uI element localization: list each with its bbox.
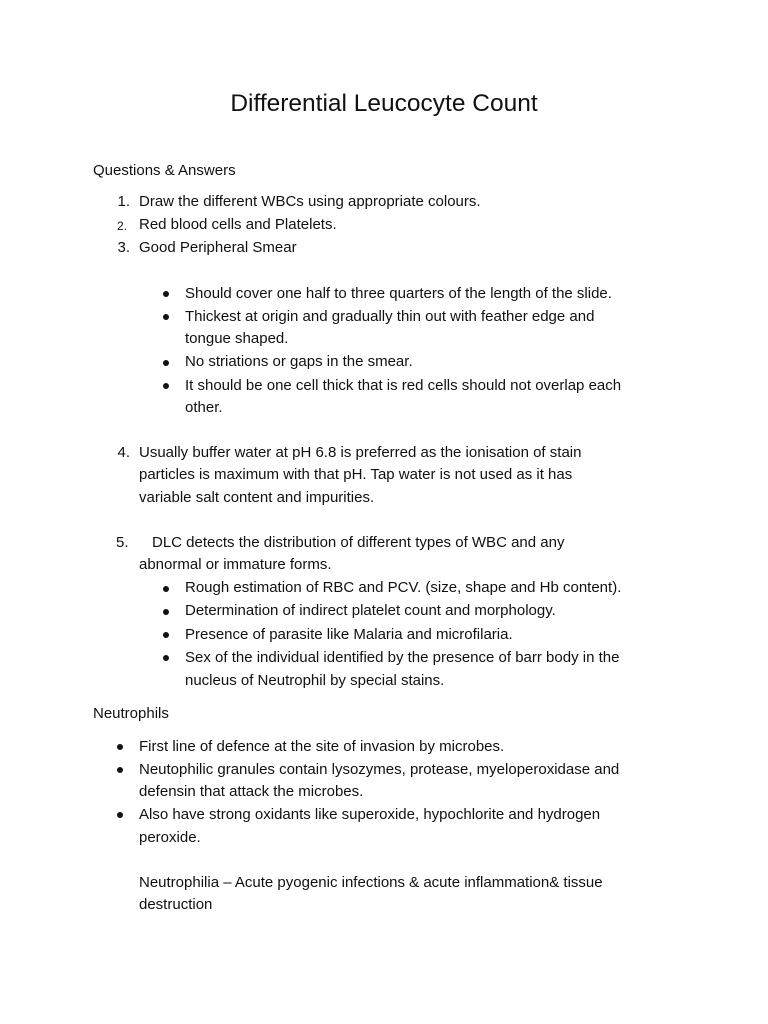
section-heading-neutrophils: Neutrophils [93, 705, 169, 722]
bullet-text: Also have strong oxidants like superoxide, hypochlorite and hydrogen [139, 806, 601, 823]
list-item-continued: variable salt content and impurities. [139, 489, 375, 506]
bullet-icon [117, 767, 123, 773]
bullet-text: Should cover one half to three quarters of the length of the slide. [185, 285, 612, 302]
bullet-icon [117, 812, 123, 818]
bullet-text: Presence of parasite like Malaria and microfilaria. [185, 626, 513, 643]
list-item: DLC detects the distribution of different types of WBC and any [152, 534, 565, 551]
bullet-icon [163, 655, 169, 661]
bullet-icon [163, 291, 169, 297]
bullet-text: Thickest at origin and gradually thin out with feather edge and [185, 308, 595, 325]
bullet-icon [163, 609, 169, 615]
list-item: Draw the different WBCs using appropriate colours. [139, 193, 481, 210]
bullet-text-continued: other. [185, 399, 223, 416]
section-heading-questions: Questions & Answers [93, 162, 236, 179]
bullet-text: It should be one cell thick that is red cells should not overlap each [185, 377, 622, 394]
bullet-text-continued: tongue shaped. [185, 330, 289, 347]
bullet-icon [117, 744, 123, 750]
list-number: 3. [117, 239, 130, 256]
list-number: 1. [117, 193, 130, 210]
neutrophilia-text-continued: destruction [139, 896, 213, 913]
bullet-icon [163, 586, 169, 592]
list-item: Red blood cells and Platelets. [139, 216, 337, 233]
list-item: Usually buffer water at pH 6.8 is preferred as the ionisation of stain [139, 444, 582, 461]
bullet-text: Sex of the individual identified by the presence of barr body in the [185, 649, 620, 666]
bullet-icon [163, 314, 169, 320]
bullet-icon [163, 632, 169, 638]
bullet-text: Neutophilic granules contain lysozymes, protease, myeloperoxidase and [139, 761, 620, 778]
list-number: 4. [117, 444, 130, 461]
bullet-icon [163, 360, 169, 366]
list-item: Good Peripheral Smear [139, 239, 297, 256]
neutrophilia-text: Neutrophilia – Acute pyogenic infections & acute inflammation& tissue [139, 874, 603, 891]
list-item-continued: particles is maximum with that pH. Tap water is not used as it has [139, 466, 573, 483]
bullet-text: Rough estimation of RBC and PCV. (size, shape and Hb content). [185, 579, 622, 596]
list-number: 2. [116, 219, 127, 233]
list-number: 5. [116, 534, 129, 551]
bullet-text-continued: defensin that attack the microbes. [139, 783, 364, 800]
list-item-continued: abnormal or immature forms. [139, 556, 332, 573]
bullet-icon [163, 383, 169, 389]
document-title: Differential Leucocyte Count [230, 90, 538, 117]
bullet-text: No striations or gaps in the smear. [185, 353, 413, 370]
bullet-text: Determination of indirect platelet count and morphology. [185, 602, 556, 619]
bullet-text-continued: nucleus of Neutrophil by special stains. [185, 672, 445, 689]
bullet-text: First line of defence at the site of invasion by microbes. [139, 738, 505, 755]
bullet-text-continued: peroxide. [139, 829, 201, 846]
